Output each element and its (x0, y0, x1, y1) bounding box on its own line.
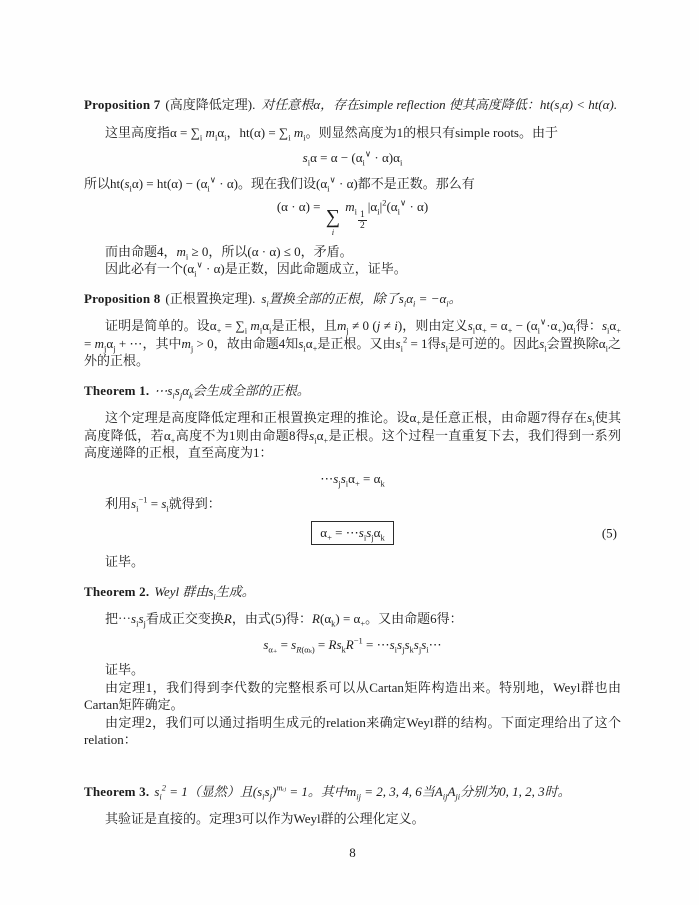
paragraph-height-definition: 这里高度指$\alpha = \sum_i$ $m_i\alpha_i$，$ht(\alpha) = \sum_i$ $m_i$。则显然高度为1的根只有simple roots。由于 (105, 124, 558, 143)
equation-simple-reflection: $s_i\alpha = \alpha - (\alpha_i^\vee \cdot \alpha)\alpha_i$ (302, 148, 403, 168)
theorem-2-heading (84, 583, 621, 601)
theorem-3-label: Theorem 3. (84, 783, 150, 799)
paragraph-height-drop: 所以$ht(s_i\alpha) = ht(\alpha) - (\alpha_i^\vee \cdot \alpha)$。现在我们设$(\alpha_i^\vee \cdot \alpha)$都不是正数。那么有 (84, 174, 475, 194)
proposition-7-statement: 对任意根α，存在simple reflection 使其高度降低：$ht(s_i\alpha) < ht(\alpha)$. (261, 97, 618, 115)
theorem-1-label: Theorem 1. (84, 382, 150, 398)
theorem-2-label: Theorem 2. (84, 583, 150, 599)
paragraph-prop8-proof: 证明是简单的。设$\alpha_+ = \sum_i$ $m_i\alpha_i$是正根，且$m_j \ne 0$ (j ≠ i)，则由定义$s_i\alpha_+ = \alpha_+ - (\alpha_i^\vee\cdot\alpha_+)\alpha_i$得：$s_i\alpha_+ = m_j\alpha_j$ + ⋯，其中$m_j > 0$，故由命题4知$s_i\alpha_+$是正根。又由$s_i^2 = 1$得$s_i$是可逆的。因此$s_i$会置换除$\alpha_i$之外的正根。 (84, 316, 621, 368)
paragraph-inverse: 利用$s_i^{-1} = s_i$就得到： (105, 494, 221, 514)
paragraph-relation-remark: 由定理2，我们可以通过指明生成元的relation来确定Weyl群的结构。下面定理给出了这个relation： (84, 714, 621, 747)
page-number: 8 (349, 844, 356, 860)
theorem-2-statement: Weyl 群由$s_i$生成。 (154, 583, 255, 602)
proposition-8-note: (正根置换定理). (165, 290, 256, 306)
paragraph-contradiction: 而由命题4，$m_i \ge 0$，所以(α · α) ≤ 0，矛盾。 (105, 243, 353, 262)
theorem-3-heading (84, 783, 621, 801)
equation-5-boxed-formula: $\alpha_+$ = $\cdots s_is_j\alpha_k$ (311, 521, 393, 546)
proposition-8-statement: $s_i$置换全部的正根，除了$s_i\alpha_i = -\alpha_i$。 (261, 290, 462, 309)
page-content (84, 96, 621, 861)
paragraph-conclusion: 因此必有一个$(\alpha_i^\vee \cdot \alpha)$是正数，因此命题成立，证毕。 (105, 259, 407, 279)
equation-conjugation: $s_{\alpha_+} = s_{R(\alpha_k)} = Rs_kR^{-1}$ = $\cdots s_is_js_ks_js_i\cdots$ (263, 635, 442, 655)
equation-5-number: (5) (601, 525, 617, 540)
proposition-8-label: Proposition 8 (84, 290, 161, 306)
paragraph-theorem1-proof: 这个定理是高度降低定理和正根置换定理的推论。设$\alpha_+$是任意正根，由命题7得存在$s_i$使其高度降低，若$\alpha_+$高度不为1则由命题8得$s_i\alpha_+$是正根。这个过程一直重复下去，我们得到一系列高度递降的正根，直至高度为1： (84, 410, 621, 460)
paragraph-verification: 其验证是直接的。定理3可以作为Weyl群的公理化定义。 (105, 811, 425, 826)
theorem-3-statement: $s_i^2 = 1$（显然）且$(s_is_j)^{mᵢⱼ} = 1$。其中$m_{ij} = 2$, 3, 4, 6当$A_{ij}A_{ji}$分别为0, 1, 2, 3时。 (154, 782, 571, 802)
proposition-8-heading (84, 290, 621, 308)
paragraph-cartan-remark: 由定理1，我们得到李代数的完整根系可以从Cartan矩阵构造出来。特别地，Weyl群也由Cartan矩阵确定。 (84, 679, 621, 712)
proposition-7-label: Proposition 7 (84, 97, 161, 112)
equation-5 (84, 521, 621, 546)
proposition-7-heading (84, 96, 621, 114)
theorem-1-heading (84, 382, 621, 400)
paragraph-qed-1: 证毕。 (105, 554, 145, 569)
proposition-7-note: (高度降低定理). (165, 97, 256, 112)
equation-descent: $\cdots s_js_i\alpha_+ = \alpha_k$ (320, 470, 385, 489)
paragraph-theorem2-proof: 把$\cdots s_is_j$看成正交变换R，由式(5)得：$R(\alpha_k) = \alpha_+$。又由命题6得： (105, 611, 463, 629)
equation-inner-product: (α · α) = ∑ i $m_i$ $\frac{1}{2}$ $|\alpha_i|^2(\alpha_i^\vee \cdot \alpha)$ (276, 197, 429, 237)
theorem-1-statement: $\cdots s_is_j\alpha_k$会生成全部的正根。 (154, 382, 310, 401)
paragraph-qed-2: 证毕。 (105, 662, 145, 677)
